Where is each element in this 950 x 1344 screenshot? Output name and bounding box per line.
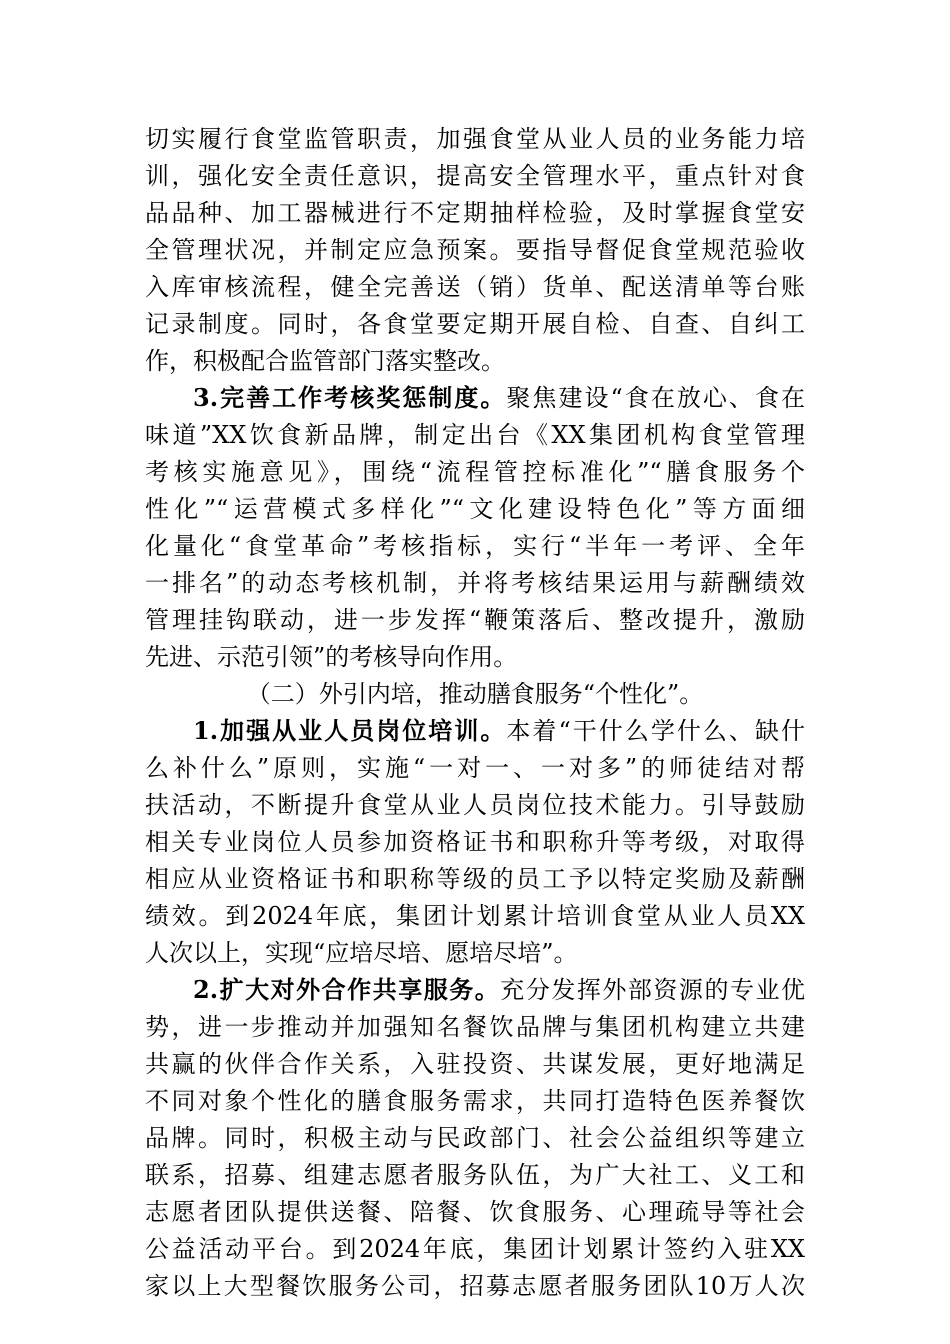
section-heading: 3.完善工作考核奖惩制度。 — [193, 383, 507, 412]
section-heading-line: 1.加强从业人员岗位培训。本着“干什么学什么、缺什 — [193, 716, 805, 745]
paragraph-line: 管理挂钩联动，进一步发挥“鞭策落后、整改提升，激励 — [145, 606, 805, 634]
paragraph-line: 味道”XX饮食新品牌，制定出台《XX集团机构食堂管理 — [145, 421, 805, 449]
paragraph-line: 人次以上，实现“应培尽培、愿培尽培”。 — [145, 939, 578, 967]
paragraph-line: 化量化“食堂革命”考核指标，实行“半年一考评、全年 — [145, 532, 805, 560]
section-heading-line: 3.完善工作考核奖惩制度。聚焦建设“食在放心、食在 — [193, 383, 805, 412]
paragraph-line: 共赢的伙伴合作关系，入驻投资、共谋发展，更好地满足 — [145, 1050, 805, 1078]
paragraph-line: 公益活动平台。到2024年底，集团计划累计签约入驻XX — [145, 1235, 805, 1263]
paragraph-line: 扶活动，不断提升食堂从业人员岗位技术能力。引导鼓励 — [145, 791, 805, 819]
paragraph-line: 记录制度。同时，各食堂要定期开展自检、自查、自纠工 — [145, 310, 805, 338]
paragraph-line: 相应从业资格证书和职称等级的员工予以特定奖励及薪酬 — [145, 865, 805, 893]
paragraph-line: 家以上大型餐饮服务公司，招募志愿者服务团队10万人次 — [145, 1272, 805, 1300]
paragraph-line: 品牌。同时，积极主动与民政部门、社会公益组织等建立 — [145, 1124, 805, 1152]
paragraph-line: 相关专业岗位人员参加资格证书和职称升等考级，对取得 — [145, 828, 805, 856]
subsection-heading: （二）外引内培，推动膳食服务“个性化”。 — [246, 680, 704, 708]
paragraph-line: 先进、示范引领”的考核导向作用。 — [145, 643, 518, 671]
section-heading: 2.扩大对外合作共享服务。 — [193, 975, 501, 1004]
section-heading-line: 2.扩大对外合作共享服务。充分发挥外部资源的专业优 — [193, 975, 806, 1004]
paragraph-line: 么补什么”原则，实施“一对一、一对多”的师徒结对帮 — [145, 754, 805, 782]
paragraph-line: 入库审核流程，健全完善送（销）货单、配送清单等台账 — [145, 273, 805, 301]
paragraph-line: 训，强化安全责任意识，提高安全管理水平，重点针对食 — [145, 162, 805, 190]
paragraph-line: 一排名”的动态考核机制，并将考核结果运用与薪酬绩效 — [145, 569, 805, 597]
paragraph-line: 全管理状况，并制定应急预案。要指导督促食堂规范验收 — [145, 236, 805, 264]
paragraph-line: 联系，招募、组建志愿者服务队伍，为广大社工、义工和 — [145, 1161, 805, 1189]
section-heading: 1.加强从业人员岗位培训。 — [193, 716, 507, 745]
paragraph-line: 绩效。到2024年底，集团计划累计培训食堂从业人员XX — [145, 902, 805, 930]
paragraph-line: 作，积极配合监管部门落实整改。 — [145, 347, 505, 375]
paragraph-line: 势，进一步推动并加强知名餐饮品牌与集团机构建立共建 — [145, 1013, 805, 1041]
paragraph-line: 志愿者团队提供送餐、陪餐、饮食服务、心理疏导等社会 — [145, 1198, 805, 1226]
paragraph-line: 切实履行食堂监管职责，加强食堂从业人员的业务能力培 — [145, 125, 805, 153]
paragraph-line: 品品种、加工器械进行不定期抽样检验，及时掌握食堂安 — [145, 199, 805, 227]
paragraph-line: 性化”“运营模式多样化”“文化建设特色化”等方面细 — [145, 495, 805, 523]
paragraph-line: 不同对象个性化的膳食服务需求，共同打造特色医养餐饮 — [145, 1087, 805, 1115]
paragraph-line: 考核实施意见》，围绕“流程管控标准化”“膳食服务个 — [145, 458, 805, 486]
